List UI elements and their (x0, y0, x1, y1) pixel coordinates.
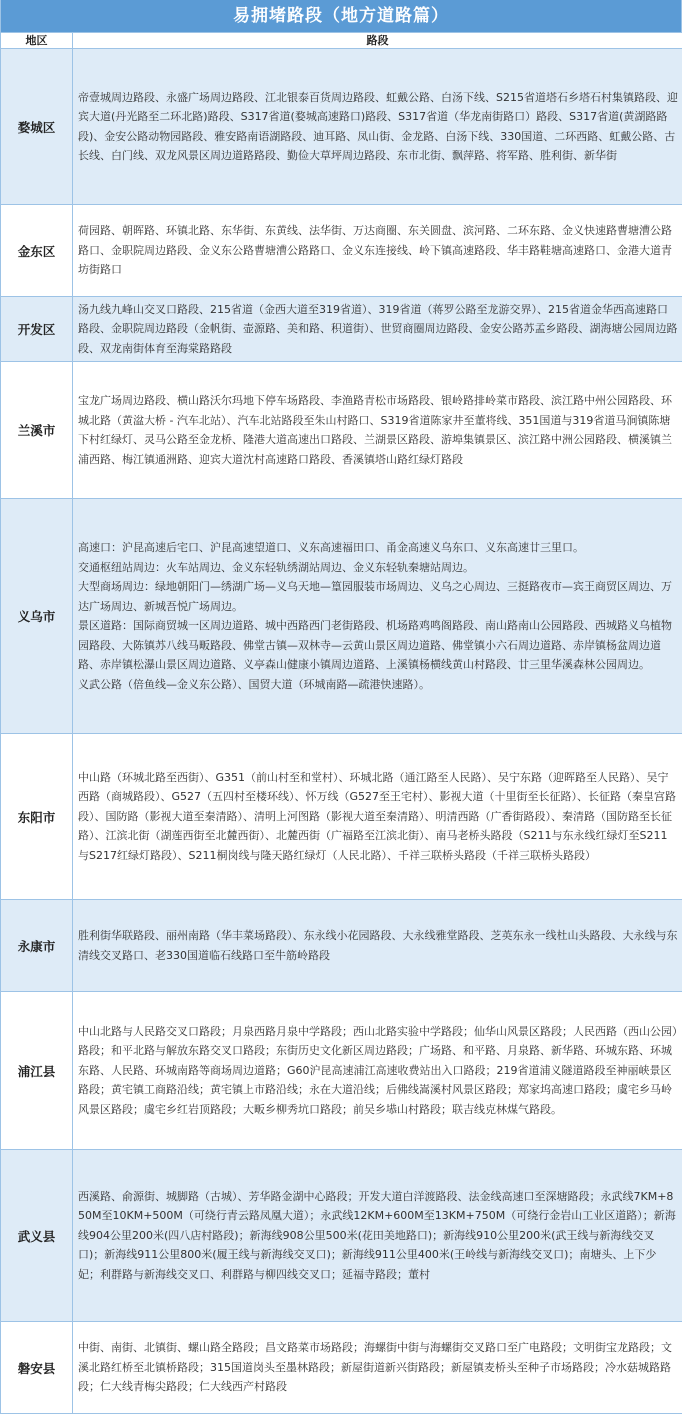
roads-text: 高速口：沪昆高速后宅口、沪昆高速望道口、义东高速福田口、甬金高速义乌东口、义东高速廿三里口。 (78, 538, 678, 558)
table-header-row (1, 33, 682, 49)
district-cell: 东阳市 (1, 734, 73, 900)
roads-text: 荷园路、朝晖路、环镇北路、东华街、东黄线、法华街、万达商圈、东关圆盘、滨河路、二环东路、金义快速路曹塘漕公路路口、金职院周边路段、金义东公路曹塘漕公路路口、金义东连接线、岭下镇高速路段、华丰路鞋塘高速路口、金港大道青坊街路口 (78, 221, 678, 280)
roads-text: 帝壹城周边路段、永盛广场周边路段、江北银泰百货周边路段、虹戴公路、白汤下线、S215省道塔石乡塔石村集镇路段、迎宾大道(丹光路至二环北路)路段、S317省道(婺城高速路口)路段、S317省道（华龙南街路口）路段、S317省道(黄湖路路段)、金安公路动物园路段、雅安路南语湖路段、迪耳路、凤山街、金龙路、白汤下线、330国道、二环西路、虹戴公路、古长线、白门线、双龙风景区周边道路路段、勤俭大草坪周边路段、东市北街、飘萍路、将军路、胜利街、新华街 (78, 88, 678, 166)
table-row-yiwu (1, 499, 682, 734)
roads-text: 宝龙广场周边路段、横山路沃尔玛地下停车场路段、李渔路青松市场路段、银岭路排岭菜市路段、滨江路中州公园路段、环城北路（黄湓大桥 - 汽车北站）、汽车北站路段至朱山村路口、S319省道陈家井至董将线、351国道与319省道马涧镇陈塘下村红绿灯、灵马公路至金龙桥、隆港大道高速出口路段、兰湖景区路段、游埠集镇景区、滨江路中洲公园路段、横溪镇兰浦西路、梅江镇通洲路、迎宾大道沈村高速路口路段、香溪镇塔山路红绿灯路段 (78, 391, 678, 469)
roads-cell (73, 499, 682, 734)
roads-text: 交通枢纽站周边：火车站周边、金义东轻轨绣湖站周边、金义东轻轨秦塘站周边。 (78, 558, 678, 578)
roads-cell (73, 205, 682, 297)
table-row-pujiang (1, 992, 682, 1150)
district-cell: 武义县 (1, 1150, 73, 1322)
district-cell: 金东区 (1, 205, 73, 297)
roads-text: 西溪路、俞源街、城脚路（古城）、芳华路金湖中心路段；开发大道白洋渡路段、法金线高速口至深塘路段；永武线7KM+850M至10KM+500M（可绕行青云路凤凰大道）；永武线12KM+600M至13KM+750M（可绕行金岩山工业区道路）；新海线904公里200米(四八店村路段)；新海线908公里500米(花田美地路口)；新海线910公里200米(武王线与新海线交叉口)；新海线911公里800米(履王线与新海线交叉口)；新海线911公里400米(王岭线与新海线交叉口)；南塘头、上下少妃；利群路与新海线交叉口、利群路与柳四线交叉口；延福寺路段；董村 (78, 1187, 678, 1285)
roads-text: 汤九线九峰山交叉口路段、215省道（金西大道至319省道）、319省道（蒋罗公路至龙游交界）、215省道金华西高速路口路段、金职院周边路段（金帆街、壶源路、美和路、积道街）、世贸商圈周边路段、金安公路苏孟乡路段、湖海塘公园周边路段、双龙南街体育至海棠路路段 (78, 300, 678, 359)
district-cell: 磐安县 (1, 1322, 73, 1414)
table-row-dongyang (1, 734, 682, 900)
district-cell: 兰溪市 (1, 362, 73, 499)
roads-text: 中山北路与人民路交叉口路段；月泉西路月泉中学路段；西山北路实验中学路段；仙华山风景区路段；人民西路（西山公园）路段；和平北路与解放东路交叉口路段；东街历史文化新区周边路段；广场路、和平路、月泉路、新华路、环城东路、环城东路、人民路、环城南路等商场周边道路；G60沪昆高速浦江高速收费站出入口路段；219省道浦义隧道路段至神丽峡景区路段；黄宅镇工商路沿线；黄宅镇上市路沿线；永在大道沿线；后佛线嵩溪村风景区路段；郑家坞高速口路段；虞宅乡马岭风景区路段；虞宅乡红岩顶路段；大畈乡柳秀坑口路段；前吴乡塨山村路段；联吉线克林煤气路段。 (78, 1022, 678, 1120)
roads-cell (73, 734, 682, 900)
table-row-kaifaqu (1, 297, 682, 362)
table-row-wucheng (1, 49, 682, 205)
roads-cell (73, 362, 682, 499)
table-row-lanxi (1, 362, 682, 499)
table-row-yongkang (1, 900, 682, 992)
page-title: 易拥堵路段（地方道路篇） (0, 0, 682, 32)
table-row-wuyi (1, 1150, 682, 1322)
roads-text: 景区道路：国际商贸城一区周边道路、城中西路西门老街路段、机场路鸡鸣阁路段、南山路南山公园路段、西城路义乌植物园路段、大陈镇苏八线马畈路段、佛堂古镇—双林寺—云黄山景区周边道路、佛堂镇小六石周边道路、赤岸镇杨盆周边道路、赤岸镇松瀑山景区周边道路、义亭森山健康小镇周边道路、上溪镇杨横线黄山村路段、廿三里华溪森林公园周边。 (78, 616, 678, 675)
roads-text: 胜利街华联路段、丽州南路（华丰菜场路段）、东永线小花园路段、大永线雅堂路段、芝英东永一线杜山头路段、大永线与东清线交叉路口、老330国道临石线路口至牛筋岭路段 (78, 926, 678, 965)
header-roads: 路段 (73, 33, 682, 49)
table-row-jindong (1, 205, 682, 297)
district-cell: 婺城区 (1, 49, 73, 205)
district-cell: 浦江县 (1, 992, 73, 1150)
roads-text: 中街、南街、北镇街、螺山路全路段；昌文路菜市场路段；海螺街中街与海螺街交叉路口至广电路段；文明街宝龙路段；文溪北路红桥至北镇桥路段；315国道岗头至墨林路段；新屋街道新兴街路段；新屋镇麦桥头至种子市场路段；冷水菇城路路段；仁大线青梅尖路段；仁大线西产村路段 (78, 1338, 678, 1397)
roads-text: 义武公路（倍鱼线—金义东公路）、国贸大道（环城南路—疏港快速路）。 (78, 675, 678, 695)
header-district: 地区 (1, 33, 73, 49)
roads-cell (73, 49, 682, 205)
roads-text: 中山路（环城北路至西街）、G351（前山村至和堂村）、环城北路（通江路至人民路）、吴宁东路（迎晖路至人民路）、吴宁西路（商城路段）、G527（五四村至楼环线）、怀万线（G527至王宅村）、影视大道（十里街至长征路）、长征路（秦皇宫路段）、国防路（影视大道至秦清路）、清明上河图路（影视大道至秦清路）、明清西路（广香街路段）、秦清路（国防路至长征路）、江滨北街（湖莲西街至北麓西街）、北麓西街（广福路至江滨北街）、南马老桥头路段（S211与东永线红绿灯至S211与S217红绿灯路段）、S211桐岗线与隆天路红绿灯（人民北路）、千祥三联桥头路段（千祥三联桥头路段） (78, 768, 678, 866)
roads-cell (73, 992, 682, 1150)
district-cell: 永康市 (1, 900, 73, 992)
roads-text: 大型商场周边：绿地朝阳门—绣湖广场—义乌天地—篁园服装市场周边、义乌之心周边、三挺路夜市—宾王商贸区周边、万达广场周边、新城吾悦广场周边。 (78, 577, 678, 616)
roads-cell (73, 900, 682, 992)
roads-cell (73, 1150, 682, 1322)
district-cell: 义乌市 (1, 499, 73, 734)
roads-cell (73, 297, 682, 362)
district-cell: 开发区 (1, 297, 73, 362)
road-table (0, 32, 682, 1414)
